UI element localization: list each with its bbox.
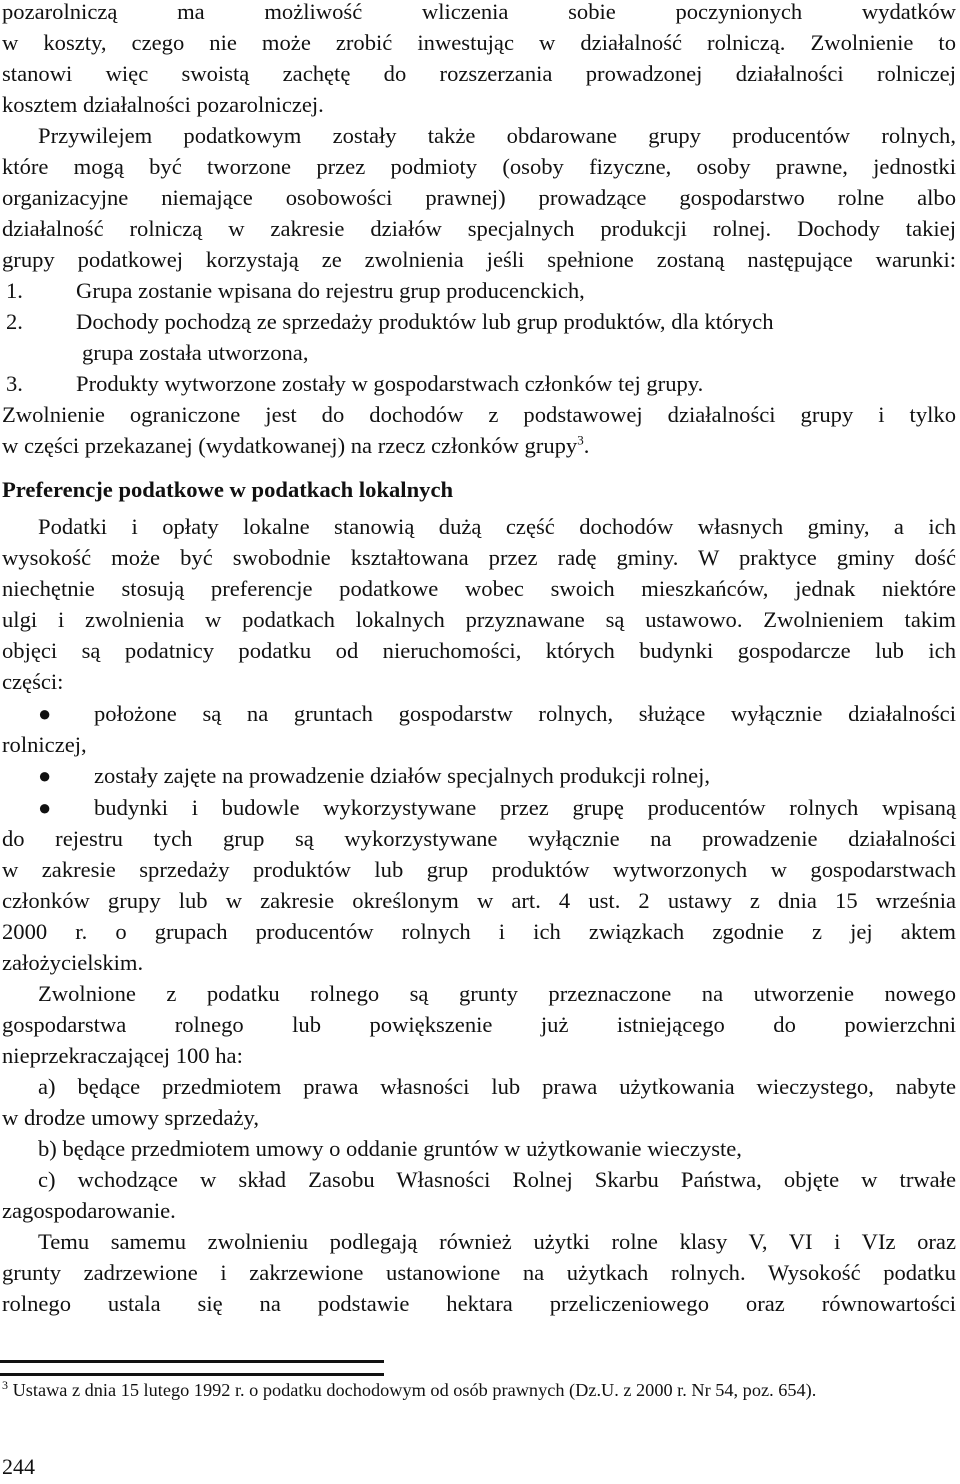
text-line: grunty zadrzewione i zakrzewione ustanowione na użytkach rolnych. Wysokość podatku xyxy=(2,1260,956,1285)
text-line: niechętnie stosują preferencje podatkowe wobec swoich mieszkańców, jednak niektóre xyxy=(2,576,956,601)
list-number: 3. xyxy=(6,371,23,396)
text-line: ulgi i zwolnienia w podatkach lokalnych przyznawane są ustawowo. Zwolnieniem takim xyxy=(2,607,956,632)
paragraph-intro xyxy=(2,0,956,120)
paragraph-land-classes xyxy=(2,1226,956,1319)
bullet-item-1 xyxy=(2,698,956,729)
bullet-item-1-cont xyxy=(2,729,956,760)
paragraph-agricultural-tax xyxy=(2,978,956,1071)
bullet-item-3 xyxy=(2,792,956,823)
text-line: części: xyxy=(2,669,64,694)
text-line: kosztem działalności pozarolniczej. xyxy=(2,92,324,117)
text-line: rolniczej, xyxy=(2,732,87,757)
footnote-ref: 3 xyxy=(577,432,584,448)
text-line: Przywilejem podatkowym zostały także obdarowane grupy producentów rolnych, xyxy=(38,123,956,148)
list-text: grupa została utworzona, xyxy=(82,340,309,365)
text-line: grupy podatkowej korzystają ze zwolnienia jeśli spełnione zostaną następujące warunki: xyxy=(2,247,956,272)
list-number: 1. xyxy=(6,278,23,303)
text-line: w zakresie sprzedaży produktów lub grup produktów wytworzonych w gospodarstwach xyxy=(2,857,956,882)
text-line: gospodarstwa rolnego lub powiększenie już istniejącego do powierzchni xyxy=(2,1012,956,1037)
bullet-icon: ● xyxy=(38,763,52,788)
text-line: organizacyjne niemające osobowości prawnej) prowadzące gospodarstwo rolne albo xyxy=(2,185,956,210)
bullet-icon: ● xyxy=(38,701,52,726)
text-line: rolnego ustala się na podstawie hektara przeliczeniowego oraz równowartości xyxy=(2,1291,956,1316)
text-line: w koszty, czego nie może zrobić inwestując w działalność rolniczą. Zwolnienie to xyxy=(2,30,956,55)
paragraph-exemption-limit xyxy=(2,399,956,461)
list-number: 2. xyxy=(6,309,23,334)
list-text: Dochody pochodzą ze sprzedaży produktów lub grup produktów, dla których xyxy=(76,309,774,334)
text-line: do rejestru tych grup są wykorzystywane wyłącznie na prowadzenie działalności xyxy=(2,826,956,851)
bullet-text: położone są na gruntach gospodarstw rolnych, służące wyłącznie działalności xyxy=(94,701,956,726)
text-line: założycielskim. xyxy=(2,950,144,975)
text-line: w drodze umowy sprzedaży, xyxy=(2,1105,260,1130)
page-number: 244 xyxy=(2,1454,35,1479)
text-line: nieprzekraczającej 100 ha: xyxy=(2,1043,243,1068)
bullet-text: zostały zajęte na prowadzenie działów specjalnych produkcji rolnej, xyxy=(94,763,711,788)
text-line: członków grupy lub w zakresie określonym w art. 4 ust. 2 ustawy z dnia 15 września xyxy=(2,888,956,913)
footnote-separator xyxy=(0,1373,384,1376)
bullet-icon: ● xyxy=(38,795,52,820)
text-line: Temu samemu zwolnieniu podlegają również użytki rolne klasy V, VI i VIz oraz xyxy=(38,1229,956,1254)
bullet-item-2 xyxy=(2,760,956,791)
text-line: które mogą być tworzone przez podmioty (osoby fizyczne, osoby prawne, jednostki xyxy=(2,154,956,179)
text-line: zagospodarowanie. xyxy=(2,1198,176,1223)
list-text: Produkty wytworzone zostały w gospodarstwach członków tej grupy. xyxy=(76,371,704,396)
text-line: a) będące przedmiotem prawa własności lub prawa użytkowania wieczystego, nabyte xyxy=(38,1074,956,1099)
bullet-text: budynki i budowle wykorzystywane przez grupę producentów rolnych wpisaną xyxy=(94,795,956,820)
footnote-mark: 3 xyxy=(2,1377,8,1392)
text-line: pozarolniczą ma możliwość wliczenia sobie poczynionych wydatków xyxy=(2,0,956,24)
text-line: Zwolnienie ograniczone jest do dochodów z podstawowej działalności grupy i tylko xyxy=(2,402,956,427)
footnote xyxy=(2,1378,816,1402)
text-line: Podatki i opłaty lokalne stanowią dużą część dochodów własnych gminy, a ich xyxy=(38,514,956,539)
letter-item-c xyxy=(2,1164,956,1226)
text-line: Zwolnione z podatku rolnego są grunty przeznaczone na utworzenie nowego xyxy=(38,981,956,1006)
footnote-separator xyxy=(0,1360,384,1363)
section-heading: Preferencje podatkowe w podatkach lokalnych xyxy=(2,477,454,502)
letter-item-a xyxy=(2,1071,956,1133)
text-line: wysokość może być swobodnie kształtowana przez radę gminy. W praktyce gminy dość xyxy=(2,545,956,570)
text-line: c) wchodzące w skład Zasobu Własności Rolnej Skarbu Państwa, objęte w trwałe xyxy=(38,1167,956,1192)
condition-item-1 xyxy=(6,275,946,306)
text-line: w części przekazanej (wydatkowanej) na rzecz członków grupy$^3$. xyxy=(2,432,590,458)
condition-item-2-cont xyxy=(6,337,946,368)
text-line: działalność rolniczą w zakresie działów specjalnych produkcji rolnej. Dochody takiej xyxy=(2,216,956,241)
condition-item-3 xyxy=(6,368,946,399)
paragraph-producer-groups xyxy=(2,120,956,275)
list-text: Grupa zostanie wpisana do rejestru grup producenckich, xyxy=(76,278,585,303)
text-line: objęci są podatnicy podatku od nieruchomości, których budynki gospodarcze lub ich xyxy=(2,638,956,663)
text-line: stanowi więc swoistą zachętę do rozszerzania prowadzonej działalności rolniczej xyxy=(2,61,956,86)
condition-item-2 xyxy=(6,306,946,337)
text-line: b) będące przedmiotem umowy o oddanie gruntów w użytkowanie wieczyste, xyxy=(38,1136,742,1161)
paragraph-local-taxes xyxy=(2,511,956,697)
bullet-item-3-cont xyxy=(2,823,956,978)
text-line: 2000 r. o grupach producentów rolnych i ich związkach zgodnie z jej aktem xyxy=(2,919,956,944)
letter-item-b xyxy=(2,1133,956,1164)
footnote-text: Ustawa z dnia 15 lutego 1992 r. o podatku dochodowym od osób prawnych (Dz.U. z 2000 r. Nr 54, poz. 654). xyxy=(8,1380,817,1400)
